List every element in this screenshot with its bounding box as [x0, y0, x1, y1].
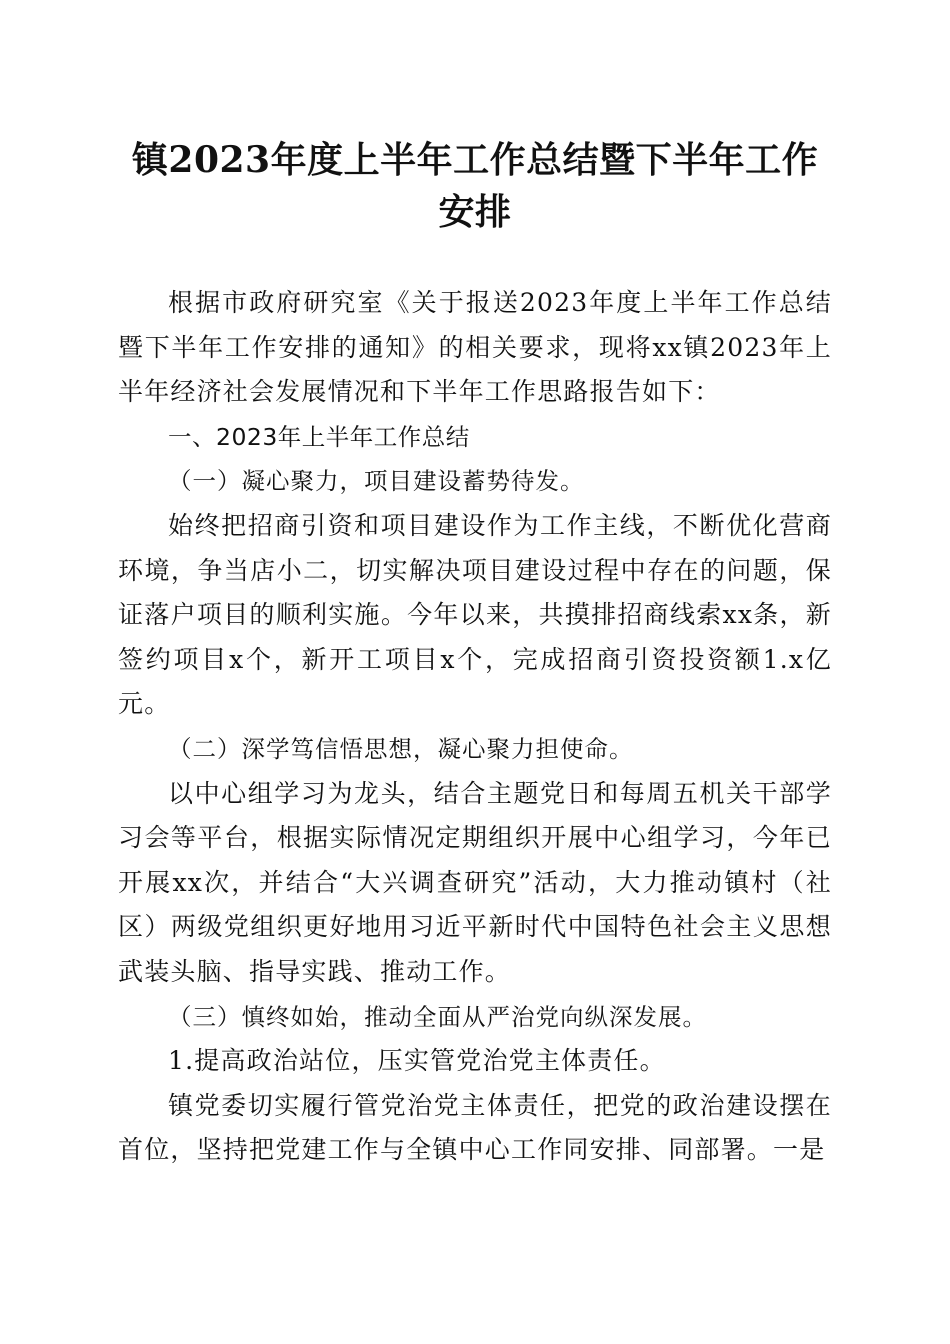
subsection-heading-2: （二）深学笃信悟思想，凝心聚力担使命。	[168, 734, 634, 763]
body-paragraph-2: 以中心组学习为龙头，结合主题党日和每周五机关干部学习会等平台，根据实际情况定期组织开展中心组学习，今年已开展xx次，并结合“大兴调查研究”活动，大力推动镇村（社区）两级党组织更好地用习近平新时代中国特色社会主义思想武装头脑、指导实践、推动工作。	[118, 778, 832, 986]
subsection-heading-1: （一）凝心聚力，项目建设蓄势待发。	[168, 467, 585, 496]
numbered-heading-1: 1.提高政治站位，压实管党治党主体责任。	[168, 1046, 666, 1076]
document-body	[118, 281, 832, 1173]
document-title: 镇2023年度上半年工作总结暨下半年工作安排	[131, 139, 819, 233]
subsection-heading-3: （三）慎终如始，推动全面从严治党向纵深发展。	[168, 1002, 707, 1031]
intro-paragraph: 根据市政府研究室《关于报送2023年度上半年工作总结暨下半年工作安排的通知》的相关要求，现将xx镇2023年上半年经济社会发展情况和下半年工作思路报告如下：	[118, 288, 832, 407]
body-paragraph-3: 镇党委切实履行管党治党主体责任，把党的政治建设摆在首位，坚持把党建工作与全镇中心工作同安排、同部署。一是	[118, 1090, 832, 1165]
body-paragraph-1: 始终把招商引资和项目建设作为工作主线，不断优化营商环境，争当店小二，切实解决项目建设过程中存在的问题，保证落户项目的顺利实施。今年以来，共摸排招商线索xx条，新签约项目x个，新开工项目x个，完成招商引资投资额1.x亿元。	[118, 510, 832, 719]
section-heading-1: 一、2023年上半年工作总结	[168, 422, 470, 451]
